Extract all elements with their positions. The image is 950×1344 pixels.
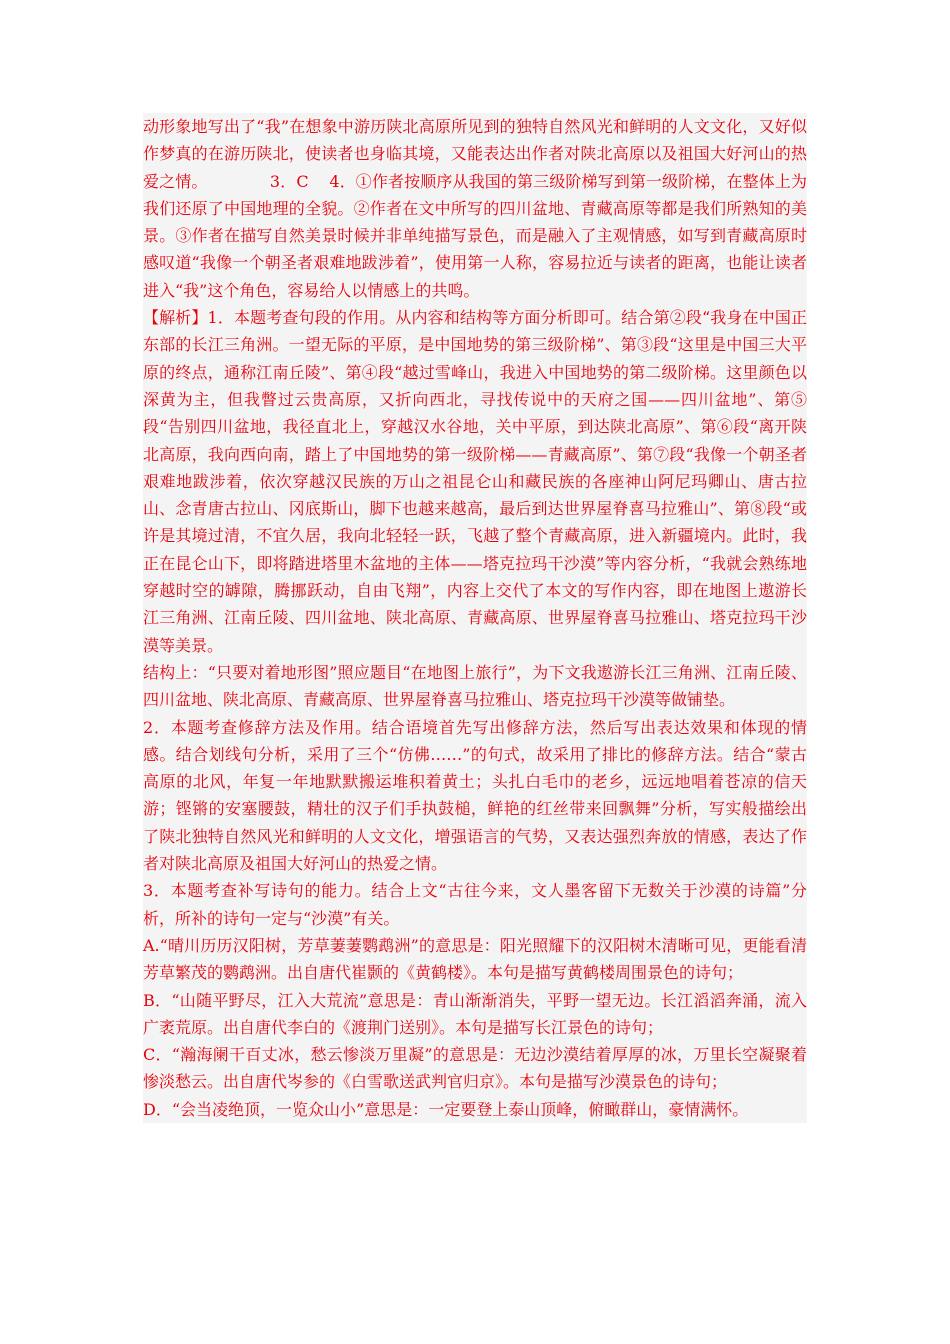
option-c-paragraph: C．“瀚海阑干百丈冰，愁云惨淡万里凝”的意思是：无边沙漠结着厚厚的冰，万里长空凝聚着惨淡愁云。出自唐代岑参的《白雪歌送武判官归京》。本句是描写沙漠景色的诗句； [143, 1045, 807, 1092]
option-d-paragraph: D．“会当凌绝顶，一览众山小”意思是：一定要登上泰山顶峰，俯瞰群山，豪情满怀。 [143, 1099, 749, 1119]
analysis-paragraph-structure: 结构上：“只要对着地形图”照应题目“在地图上旅行”，为下文我遨游长江三角洲、江南丘陵、四川盆地、陕北高原、青藏高原、世界屋脊喜马拉雅山、塔克拉玛干沙漠等做铺垫。 [143, 662, 807, 710]
option-a-paragraph: A.“晴川历历汉阳树，芳草萋萋鹦鹉洲”的意思是：阳光照耀下的汉阳树木清晰可见，更能看清芳草繁茂的鹦鹉洲。出自唐代崔颢的《黄鹤楼》。本句是描写黄鹤楼周围景色的诗句； [143, 935, 807, 983]
analysis-paragraph-q3: 3．本题考查补写诗句的能力。结合上文“古往今来，文人墨客留下无数关于沙漠的诗篇”分析，所补的诗句一定与“沙漠”有关。 [143, 881, 807, 928]
option-b-paragraph: B．“山随平野尽，江入大荒流”意思是：青山渐渐消失，平野一望无边。长江滔滔奔涌，流入广袤荒原。出自唐代李白的《渡荆门送别》。本句是描写长江景色的诗句； [143, 990, 807, 1037]
analysis-paragraph-q1: 【解析】1．本题考查句段的作用。从内容和结构等方面分析即可。结合第②段“我身在中国正东部的长江三角洲。一望无际的平原，是中国地势的第三级阶梯”、第③段“这里是中国三大平原的终点，通称江南丘陵”、第④段“越过雪峰山，我进入中国地势的第二级阶梯。这里颜色以深黄为主，但我瞥过云贵高原，又折向西北，寻找传说中的天府之国——四川盆地”、第⑤段“告别四川盆地，我径直北上，穿越汉水谷地，关中平原，到达陕北高原”、第⑥段“离开陕北高原，我向西向南，踏上了中国地势的第一级阶梯——青藏高原”、第⑦段“我像一个朝圣者艰难地跋涉着，依次穿越汉民族的万山之祖昆仑山和藏民族的各座神山阿尼玛卿山、唐古拉山、念青唐古拉山、冈底斯山，脚下也越来越高，最后到达世界屋脊喜马拉雅山”、第⑧段“或许是其境过清，不宜久居，我向北轻轻一跃，飞越了整个青藏高原，进入新疆境内。此时，我正在昆仑山下，即将踏进塔里木盆地的主体——塔克拉玛干沙漠”等内容分析，“我就会熟练地穿越时空的罅隙，腾挪跃动，自由飞翔”，内容上交代了本文的写作内容，即在地图上遨游长江三角洲、江南丘陵、四川盆地、陕北高原、青藏高原、世界屋脊喜马拉雅山、塔克拉玛干沙漠等美景。 [143, 308, 807, 655]
answer-paragraph: 动形象地写出了“我”在想象中游历陕北高原所见到的独特自然风光和鲜明的人文文化，又好似作梦真的在游历陕北，使读者也身临其境，又能表达出作者对陕北高原以及祖国大好河山的热爱之情。 3．C 4．①作者按顺序从我国的第三级阶梯写到第一级阶梯，在整体上为我们还原了中国地理的全貌。②作者在文中所写的四川盆地、青藏高原等都是我们所熟知的美景。③作者在描写自然美景时候并非单纯描写景色，而是融入了主观情感，如写到青藏高原时感叹道“我像一个朝圣者艰难地跋涉着”，使用第一人称，容易拉近与读者的距离，也能让读者进入“我”这个角色，容易给人以情感上的共鸣。 [143, 117, 807, 300]
analysis-paragraph-q2: 2．本题考查修辞方法及作用。结合语境首先写出修辞方法，然后写出表达效果和体现的情感。结合划线句分析，采用了三个“仿佛……”的句式，故采用了排比的修辞方法。结合“蒙古高原的北风，年复一年地默默搬运堆积着黄土；头扎白毛巾的老乡，远远地唱着苍凉的信天游；铿锵的安塞腰鼓，精壮的汉子们手执鼓槌，鲜艳的红丝带来回飘舞”分析，写实般描绘出了陕北独特自然风光和鲜明的人文文化，增强语言的气势，又表达强烈奔放的情感，表达了作者对陕北高原及祖国大好河山的热爱之情。 [143, 717, 807, 874]
answer-analysis-text [143, 113, 807, 1123]
